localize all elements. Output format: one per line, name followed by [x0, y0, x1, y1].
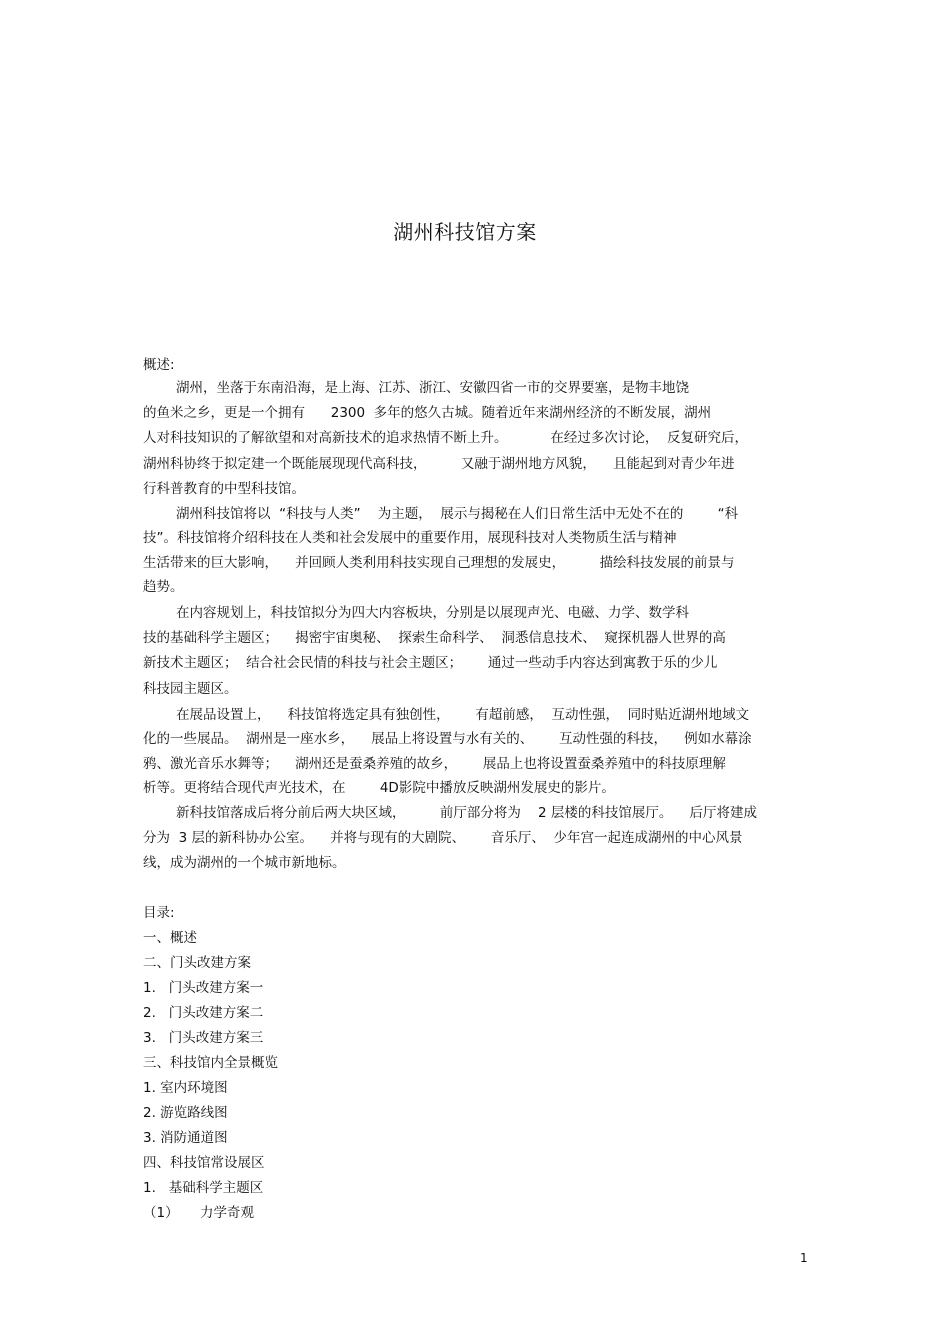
- body-line: 在展品设置上， 科技馆将选定具有独创性， 有超前感， 互动性强， 同时贴近湖州地域文: [176, 707, 750, 723]
- body-line: 湖州科协终于拟定建一个既能展现现代高科技， 又融于湖州地方风貌， 且能起到对青少年进: [143, 456, 735, 472]
- body-line: 线，成为湖州的一个城市新地标。: [143, 855, 346, 871]
- toc-item: 1. 门头改建方案一: [143, 980, 264, 996]
- body-line: 的鱼米之乡，更是一个拥有 2300 多年的悠久古城。随着近年来湖州经济的不断发展，湖州: [143, 405, 712, 421]
- body-line: 湖州科技馆将以 “科技与人类” 为主题， 展示与揭秘在人们日常生活中无处不在的 “科: [176, 506, 739, 522]
- body-line: 技”。科技馆将介绍科技在人类和社会发展中的重要作用，展现科技对人类物质生活与精神: [143, 530, 677, 546]
- toc-item: 三、科技馆内全景概览: [143, 1055, 278, 1071]
- body-line: 生活带来的巨大影响， 并回顾人类利用科技实现自己理想的发展史， 描绘科技发展的前景与: [143, 555, 735, 571]
- toc-item: （1） 力学奇观: [143, 1205, 255, 1221]
- body-line: 鸦、激光音乐水舞等； 湖州还是蚕桑养殖的故乡， 展品上也将设置蚕桑养殖中的科技原理解: [143, 756, 726, 772]
- toc-item: 一、概述: [143, 930, 197, 946]
- body-line: 行科普教育的中型科技馆。: [143, 481, 305, 497]
- toc-item: 1. 室内环境图: [143, 1080, 228, 1096]
- body-line: 科技园主题区。: [143, 681, 238, 697]
- toc-item: 3. 门头改建方案三: [143, 1030, 264, 1046]
- toc-item: 2. 门头改建方案二: [143, 1005, 264, 1021]
- toc-item: 二、门头改建方案: [143, 955, 251, 971]
- body-line: 湖州，坐落于东南沿海，是上海、江苏、浙江、安徽四省一市的交界要塞，是物丰地饶: [176, 380, 689, 396]
- body-line: 在内容规划上，科技馆拟分为四大内容板块，分别是以展现声光、电磁、力学、数学科: [176, 605, 689, 621]
- body-line: 人对科技知识的了解欲望和对高新技术的追求热情不断上升。 在经过多次讨论， 反复研究后，: [143, 430, 748, 446]
- body-line: 分为 3 层的新科协办公室。 并将与现有的大剧院、 音乐厅、 少年宫一起连成湖州的中心风景: [143, 830, 743, 846]
- toc-item: 1. 基础科学主题区: [143, 1180, 264, 1196]
- toc-item: 3. 消防通道图: [143, 1130, 228, 1146]
- overview-heading: 概述:: [143, 357, 175, 373]
- body-line: 化的一些展品。 湖州是一座水乡， 展品上将设置与水有关的、 互动性强的科技， 例如水幕涂: [143, 731, 752, 747]
- page-number: 1: [800, 1251, 808, 1265]
- body-line: 析等。更将结合现代声光技术，在 4D影院中播放反映湖州发展史的影片。: [143, 780, 615, 796]
- toc-item: 四、科技馆常设展区: [143, 1155, 265, 1171]
- body-line: 新技术主题区； 结合社会民情的科技与社会主题区； 通过一些动手内容达到寓教于乐的少儿: [143, 655, 718, 671]
- toc-item: 2. 游览路线图: [143, 1105, 228, 1121]
- body-line: 趋势。: [143, 579, 184, 595]
- body-line: 技的基础科学主题区； 揭密宇宙奥秘、 探索生命科学、 洞悉信息技术、 窥探机器人世界的高: [143, 630, 726, 646]
- body-line: 新科技馆落成后将分前后两大块区域， 前厅部分将为 2 层楼的科技馆展厅。 后厅将建成: [176, 805, 758, 821]
- toc-heading: 目录:: [143, 905, 175, 921]
- page-title: 湖州科技馆方案: [393, 220, 537, 244]
